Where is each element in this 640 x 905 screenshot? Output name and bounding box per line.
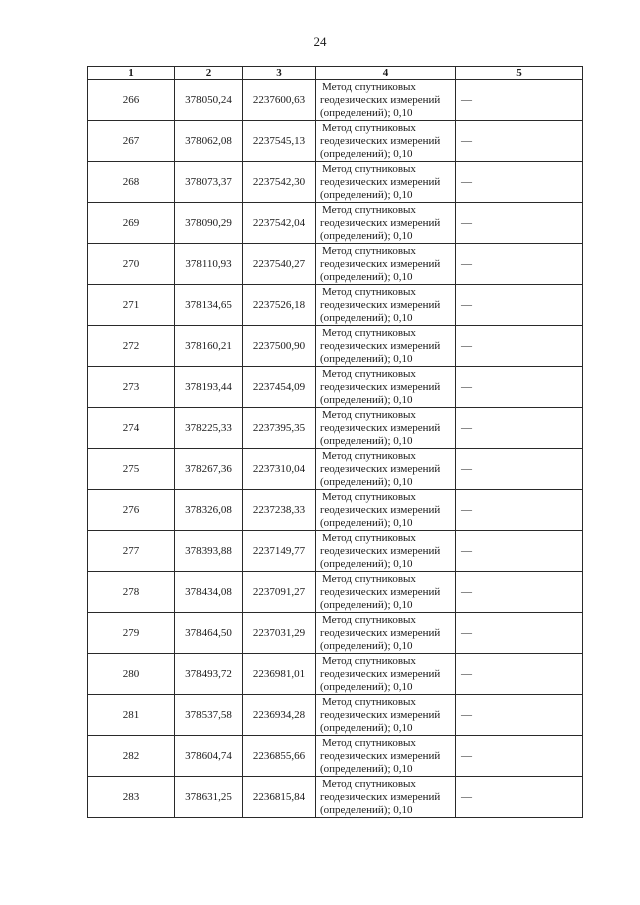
method-line: геодезических измерений [320, 298, 441, 311]
note-cell: — [456, 572, 583, 613]
method-line: геодезических измерений [320, 216, 441, 229]
method-accuracy-cell [316, 121, 456, 162]
note-cell: — [456, 80, 583, 121]
table-row [88, 121, 583, 162]
point-number-cell: 276 [88, 490, 175, 531]
method-line: Метод спутниковых [322, 736, 416, 749]
method-accuracy-cell [316, 449, 456, 490]
y-coordinate-cell: 2237395,35 [243, 408, 316, 449]
method-line: (определений); 0,10 [320, 229, 413, 242]
point-number-cell: 280 [88, 654, 175, 695]
method-line: Метод спутниковых [322, 367, 416, 380]
note-cell: — [456, 736, 583, 777]
method-accuracy-cell [316, 736, 456, 777]
table-row [88, 244, 583, 285]
note-cell: — [456, 203, 583, 244]
x-coordinate-cell: 378225,33 [175, 408, 243, 449]
x-coordinate-cell: 378464,50 [175, 613, 243, 654]
note-cell: — [456, 408, 583, 449]
method-line: Метод спутниковых [322, 572, 416, 585]
note-cell: — [456, 121, 583, 162]
y-coordinate-cell: 2237540,27 [243, 244, 316, 285]
x-coordinate-cell: 378631,25 [175, 777, 243, 818]
method-line: геодезических измерений [320, 503, 441, 516]
method-line: (определений); 0,10 [320, 352, 413, 365]
method-line: Метод спутниковых [322, 613, 416, 626]
point-number-cell: 268 [88, 162, 175, 203]
method-line: (определений); 0,10 [320, 557, 413, 570]
table-row [88, 490, 583, 531]
method-line: геодезических измерений [320, 257, 441, 270]
y-coordinate-cell: 2236855,66 [243, 736, 316, 777]
point-number-cell: 273 [88, 367, 175, 408]
table-row [88, 695, 583, 736]
table-row [88, 777, 583, 818]
method-accuracy-cell [316, 490, 456, 531]
x-coordinate-cell: 378393,88 [175, 531, 243, 572]
method-line: Метод спутниковых [322, 654, 416, 667]
note-cell: — [456, 695, 583, 736]
method-line: Метод спутниковых [322, 490, 416, 503]
y-coordinate-cell: 2237526,18 [243, 285, 316, 326]
table-row [88, 408, 583, 449]
point-number-cell: 281 [88, 695, 175, 736]
method-line: Метод спутниковых [322, 162, 416, 175]
table-header-row [88, 67, 583, 80]
method-line: (определений); 0,10 [320, 721, 413, 734]
method-accuracy-cell [316, 326, 456, 367]
method-line: геодезических измерений [320, 175, 441, 188]
table-row [88, 572, 583, 613]
point-number-cell: 274 [88, 408, 175, 449]
method-line: геодезических измерений [320, 749, 441, 762]
y-coordinate-cell: 2237600,63 [243, 80, 316, 121]
x-coordinate-cell: 378434,08 [175, 572, 243, 613]
method-line: геодезических измерений [320, 421, 441, 434]
method-line: геодезических измерений [320, 585, 441, 598]
x-coordinate-cell: 378160,21 [175, 326, 243, 367]
point-number-cell: 272 [88, 326, 175, 367]
x-coordinate-cell: 378193,44 [175, 367, 243, 408]
table-row [88, 203, 583, 244]
method-accuracy-cell [316, 162, 456, 203]
method-accuracy-cell [316, 203, 456, 244]
y-coordinate-cell: 2236981,01 [243, 654, 316, 695]
method-line: (определений); 0,10 [320, 311, 413, 324]
method-line: геодезических измерений [320, 339, 441, 352]
note-cell: — [456, 777, 583, 818]
header-col-1: 1 [88, 67, 175, 80]
x-coordinate-cell: 378493,72 [175, 654, 243, 695]
method-accuracy-cell [316, 367, 456, 408]
note-cell: — [456, 613, 583, 654]
point-number-cell: 279 [88, 613, 175, 654]
method-line: геодезических измерений [320, 667, 441, 680]
method-line: геодезических измерений [320, 626, 441, 639]
table-row [88, 285, 583, 326]
y-coordinate-cell: 2237238,33 [243, 490, 316, 531]
method-accuracy-cell [316, 244, 456, 285]
y-coordinate-cell: 2237545,13 [243, 121, 316, 162]
method-line: Метод спутниковых [322, 695, 416, 708]
header-col-4: 4 [316, 67, 456, 80]
method-line: геодезических измерений [320, 544, 441, 557]
method-line: Метод спутниковых [322, 121, 416, 134]
method-line: Метод спутниковых [322, 285, 416, 298]
note-cell: — [456, 162, 583, 203]
header-col-5: 5 [456, 67, 583, 80]
x-coordinate-cell: 378134,65 [175, 285, 243, 326]
method-line: Метод спутниковых [322, 408, 416, 421]
note-cell: — [456, 285, 583, 326]
method-line: (определений); 0,10 [320, 475, 413, 488]
x-coordinate-cell: 378110,93 [175, 244, 243, 285]
method-accuracy-cell [316, 408, 456, 449]
point-number-cell: 282 [88, 736, 175, 777]
method-accuracy-cell [316, 654, 456, 695]
table-row [88, 654, 583, 695]
method-line: (определений); 0,10 [320, 516, 413, 529]
y-coordinate-cell: 2237542,30 [243, 162, 316, 203]
point-number-cell: 283 [88, 777, 175, 818]
method-accuracy-cell [316, 285, 456, 326]
page-number: 24 [313, 34, 327, 49]
method-line: геодезических измерений [320, 380, 441, 393]
point-number-cell: 277 [88, 531, 175, 572]
y-coordinate-cell: 2237500,90 [243, 326, 316, 367]
point-number-cell: 269 [88, 203, 175, 244]
method-accuracy-cell [316, 572, 456, 613]
method-line: (определений); 0,10 [320, 680, 413, 693]
table-body [88, 80, 583, 818]
method-line: (определений); 0,10 [320, 434, 413, 447]
x-coordinate-cell: 378050,24 [175, 80, 243, 121]
method-line: (определений); 0,10 [320, 393, 413, 406]
method-line: Метод спутниковых [322, 777, 416, 790]
note-cell: — [456, 326, 583, 367]
method-line: геодезических измерений [320, 462, 441, 475]
method-accuracy-cell [316, 80, 456, 121]
note-cell: — [456, 367, 583, 408]
y-coordinate-cell: 2237542,04 [243, 203, 316, 244]
y-coordinate-cell: 2236815,84 [243, 777, 316, 818]
table-row [88, 531, 583, 572]
y-coordinate-cell: 2237454,09 [243, 367, 316, 408]
method-line: геодезических измерений [320, 790, 441, 803]
method-line: Метод спутниковых [322, 244, 416, 257]
method-line: Метод спутниковых [322, 203, 416, 216]
header-col-3: 3 [243, 67, 316, 80]
x-coordinate-cell: 378537,58 [175, 695, 243, 736]
method-line: (определений); 0,10 [320, 598, 413, 611]
method-line: (определений); 0,10 [320, 639, 413, 652]
method-line: (определений); 0,10 [320, 147, 413, 160]
method-line: Метод спутниковых [322, 531, 416, 544]
method-line: Метод спутниковых [322, 326, 416, 339]
method-line: геодезических измерений [320, 93, 441, 106]
header-col-2: 2 [175, 67, 243, 80]
point-number-cell: 278 [88, 572, 175, 613]
note-cell: — [456, 654, 583, 695]
note-cell: — [456, 490, 583, 531]
y-coordinate-cell: 2236934,28 [243, 695, 316, 736]
table-row [88, 367, 583, 408]
point-number-cell: 267 [88, 121, 175, 162]
method-line: (определений); 0,10 [320, 762, 413, 775]
method-accuracy-cell [316, 531, 456, 572]
table-row [88, 80, 583, 121]
method-line: Метод спутниковых [322, 80, 416, 93]
method-line: (определений); 0,10 [320, 106, 413, 119]
table-row [88, 613, 583, 654]
method-line: (определений); 0,10 [320, 188, 413, 201]
method-line: Метод спутниковых [322, 449, 416, 462]
point-number-cell: 271 [88, 285, 175, 326]
y-coordinate-cell: 2237091,27 [243, 572, 316, 613]
point-number-cell: 275 [88, 449, 175, 490]
y-coordinate-cell: 2237310,04 [243, 449, 316, 490]
method-line: (определений); 0,10 [320, 803, 413, 816]
x-coordinate-cell: 378073,37 [175, 162, 243, 203]
method-accuracy-cell [316, 777, 456, 818]
table-row [88, 326, 583, 367]
x-coordinate-cell: 378326,08 [175, 490, 243, 531]
y-coordinate-cell: 2237031,29 [243, 613, 316, 654]
method-accuracy-cell [316, 695, 456, 736]
x-coordinate-cell: 378604,74 [175, 736, 243, 777]
method-line: (определений); 0,10 [320, 270, 413, 283]
table-row [88, 736, 583, 777]
point-number-cell: 270 [88, 244, 175, 285]
x-coordinate-cell: 378267,36 [175, 449, 243, 490]
method-accuracy-cell [316, 613, 456, 654]
point-number-cell: 266 [88, 80, 175, 121]
x-coordinate-cell: 378062,08 [175, 121, 243, 162]
note-cell: — [456, 449, 583, 490]
table-row [88, 162, 583, 203]
note-cell: — [456, 531, 583, 572]
table-row [88, 449, 583, 490]
method-line: геодезических измерений [320, 708, 441, 721]
coordinates-table [87, 66, 583, 818]
x-coordinate-cell: 378090,29 [175, 203, 243, 244]
method-line: геодезических измерений [320, 134, 441, 147]
note-cell: — [456, 244, 583, 285]
y-coordinate-cell: 2237149,77 [243, 531, 316, 572]
